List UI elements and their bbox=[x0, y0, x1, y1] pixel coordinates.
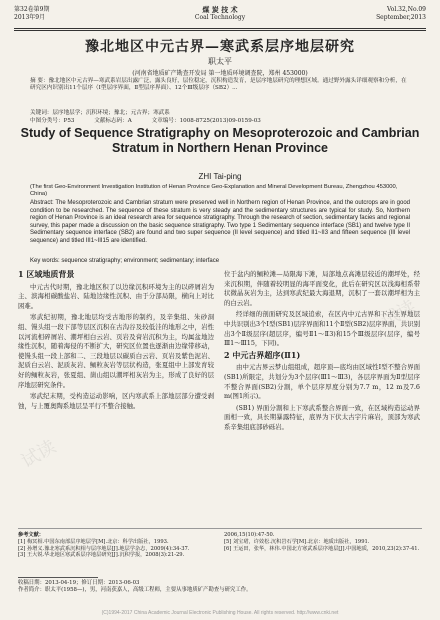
doc-code: 文献标志码：A bbox=[94, 118, 132, 124]
journal-name-cn: 煤 炭 技 术 bbox=[202, 5, 238, 14]
reference-item: [5] 刘宝珺，许效松.沉积岩石学[M].北京：地质出版社，1991. bbox=[224, 538, 370, 545]
section-heading-1: 1 区域地质背景 bbox=[18, 269, 75, 279]
paragraph: 由中元古界云梦山组组成，超序顶—底均由区域性Ⅰ型不整合界面(SB1)所限定，共划分为3个层序(Ⅲ1～Ⅲ3)，各层序界面为Ⅱ型层序不整合界面(SB2)分割，单个层序厚度分别为7.7 m，12 m及7.6 m(图1所示)。 bbox=[224, 363, 420, 401]
volume-en: Vol.32,No.09 bbox=[386, 6, 426, 13]
reference-item: 2006,15(10):47-50. bbox=[224, 532, 275, 538]
paragraph: 寒武纪初期，豫北地层均受古地形的制约，及辛集组、朱砂洞组、馒头组一段下部等层区沉积在古沟谷及较低洼的地形之中，岩性以河流相碎屑岩、潮坪相白云岩、页岩及膏岩沉积为主，均属盆地边缘性沉积，随着海侵的不断扩大，研究区位置也逐渐由边缘带移动，使馒头组一段上部和二、三段地层以碳质白云岩、页岩及紫色泥岩、泥质白云岩、泥质灰岩、鲕粒灰岩等层状构造，张夏组中上部发育较好的鲕粒灰岩，张夏组、崮山组以潮坪相灰岩为主，形成了良好的层序地层研究条件。 bbox=[18, 313, 214, 389]
reference-item: [6] 王运田，张华，林伟.中国北方寒武系层序地层[J].中国地质，2010,23(2):37-41. bbox=[224, 545, 420, 552]
reference-item: [3] 王大锐.华北地区寒武系层序地层研究[J].沉积学报，2008(3):21-29. bbox=[18, 552, 185, 559]
paragraph: (SB1) 界面分割和上下寒武系整合界面一致，在区域构造运动界面相一致，具长期暴露特征，底界为下伏太古宇片麻岩，顶部为寒武系辛集组底部砂砾岩。 bbox=[224, 403, 420, 431]
paragraph: 中元古代时期，豫北地区积了以边缘沉积环境为主的以碎屑岩为主、滨海相碳酸盐岩、陆地边缘性沉积、由于分部局限，横向上对比困难。 bbox=[18, 282, 214, 310]
classification-line bbox=[30, 116, 410, 124]
reference-item: [1] 梅冥相.中国东南部层序地层学[M].北京：科学出版社，1993. bbox=[18, 538, 169, 545]
reference-item: 参考文献： bbox=[18, 532, 44, 538]
body-column-left bbox=[18, 270, 214, 413]
references-right bbox=[224, 532, 420, 552]
paragraph: 位于盆内的鲕粒滩—局限海下滩，局部地点高滩层较近的潮坪处，经来沉积期，伴随着较明显的海平面变化，此后在研究区以浅海相系带状微晶灰岩为主，达到寒武纪最大海退期，沉积了一套以潮坪相为主的白云岩。 bbox=[224, 270, 420, 307]
header-center bbox=[14, 6, 426, 22]
reference-item: [2] 孙增义.豫北寒武系沉积相与层序地层[J].地层学杂志，2009(4):34-37. bbox=[18, 545, 190, 552]
paper-title-en: Study of Sequence Stratigraphy on Mesoproterozoic and Cambrian Stratum in Northern Henan Province bbox=[20, 126, 420, 155]
date-en: September,2013 bbox=[376, 14, 426, 21]
received-date: 收稿日期：2013-04-19；修订日期：2013-06-03 bbox=[18, 580, 140, 586]
watermark: 试读 bbox=[17, 436, 60, 473]
header-right bbox=[376, 6, 426, 22]
class-number: 中图分类号：P53 bbox=[30, 118, 75, 124]
footnote bbox=[18, 580, 422, 594]
paragraph: 寒武纪末期，受构造运动影响，区内寒武系上部地层部分遭受剥蚀，与上覆奥陶系地层呈平行不整合接触。 bbox=[18, 392, 214, 410]
affiliation-en: (The first Geo-Environment Investigation Institution of Henan Province Geo-Explanation and Mineral Development Bureau, Zhengzhou 453000, China) bbox=[30, 184, 398, 197]
article-number: 文章编号：1008-8725(2013)09-0159-03 bbox=[151, 118, 261, 124]
paragraph: 经详细的剖面研究及区域追索，在区内中元古界和下古生界地层中共识别出3个Ⅰ型(SB1)层序界面和11个Ⅱ型(SB2)层序界面，共识别出3个Ⅱ级层序(超层序，编号Ⅱ1～Ⅱ3)和15个Ⅲ级层序(层序，编号Ⅲ1～Ⅲ15，下同)。 bbox=[224, 310, 420, 348]
issue-date: 2013年9月 bbox=[14, 14, 46, 21]
section-heading-2: 2 中元古界超序(Ⅱ1) bbox=[224, 349, 301, 360]
author-name: 职太平 bbox=[208, 57, 232, 66]
footnote-rule bbox=[18, 577, 98, 578]
volume-issue: 第32卷第9期 bbox=[14, 6, 50, 13]
journal-name-en: Coal Technology bbox=[194, 14, 246, 21]
reference-divider bbox=[18, 528, 422, 529]
keywords-cn: 关键词：层序地层学；沉积环境；豫北；元古界；寒武系 bbox=[30, 110, 170, 116]
copyright-footer: (C)1994-2017 China Academic Journal Electronic Publishing House. All rights reserved. http://www.cnki.net bbox=[101, 610, 339, 616]
body-column-right bbox=[224, 270, 420, 435]
header-rule-2 bbox=[14, 30, 426, 31]
author-bio: 作者简介：职太平(1958—)，男，河南获嘉人，高级工程师，主要从事地质矿产勘查与研究工作。 bbox=[18, 587, 252, 593]
author-name-en: ZHI Tai-ping bbox=[198, 172, 242, 181]
header-rule bbox=[14, 28, 426, 29]
paper-title: 豫北地区中元古界—寒武系层序地层研究 bbox=[85, 39, 355, 55]
watermark: 试读 bbox=[377, 296, 420, 333]
abstract-cn: 摘 要：豫北地区中元古界—寒武系岩层出露广泛，露头良好，层位稳定，沉积构造发育，是层序地层研究的理想区域。通过野外露头详细观察和分析，在研究区内识别出11个层序（Ⅰ型层序界面，Ⅱ型层序界面）、12个Ⅲ级层序（SB2）... bbox=[30, 78, 407, 92]
keywords-en: Key words: sequence stratigraphy; environment; sedimentary; interface bbox=[30, 258, 220, 264]
references-left bbox=[18, 532, 214, 559]
abstract-en: Abstract: The Mesoproterozoic and Cambrian stratum were preserved well in Northern region of Henan Province, and the outcrops are in good condition to be researched. The sequence of these stratum is very steady and the sedimentary structures are typical for study. So, Northern region of Henan Province is an ideal research area for sequence stratigraphy. Through the research of section, sedimentary facies and regional survey, this paper made a discussion on the basic sequence stratigraphy. Two type 1 Sedimentary sequence interface (SB1) and twelve type II Sedimentary sequence interface (SB2) are found and two super sequence (II level sequence) and titled II1~II3 and fifteen sequence (III level sequence) and titled III1~III15 are identified. bbox=[30, 200, 410, 244]
affiliation: (河南省地质矿产勘查开发局 第一地质环境调查院，郑州 453000) bbox=[132, 70, 308, 77]
